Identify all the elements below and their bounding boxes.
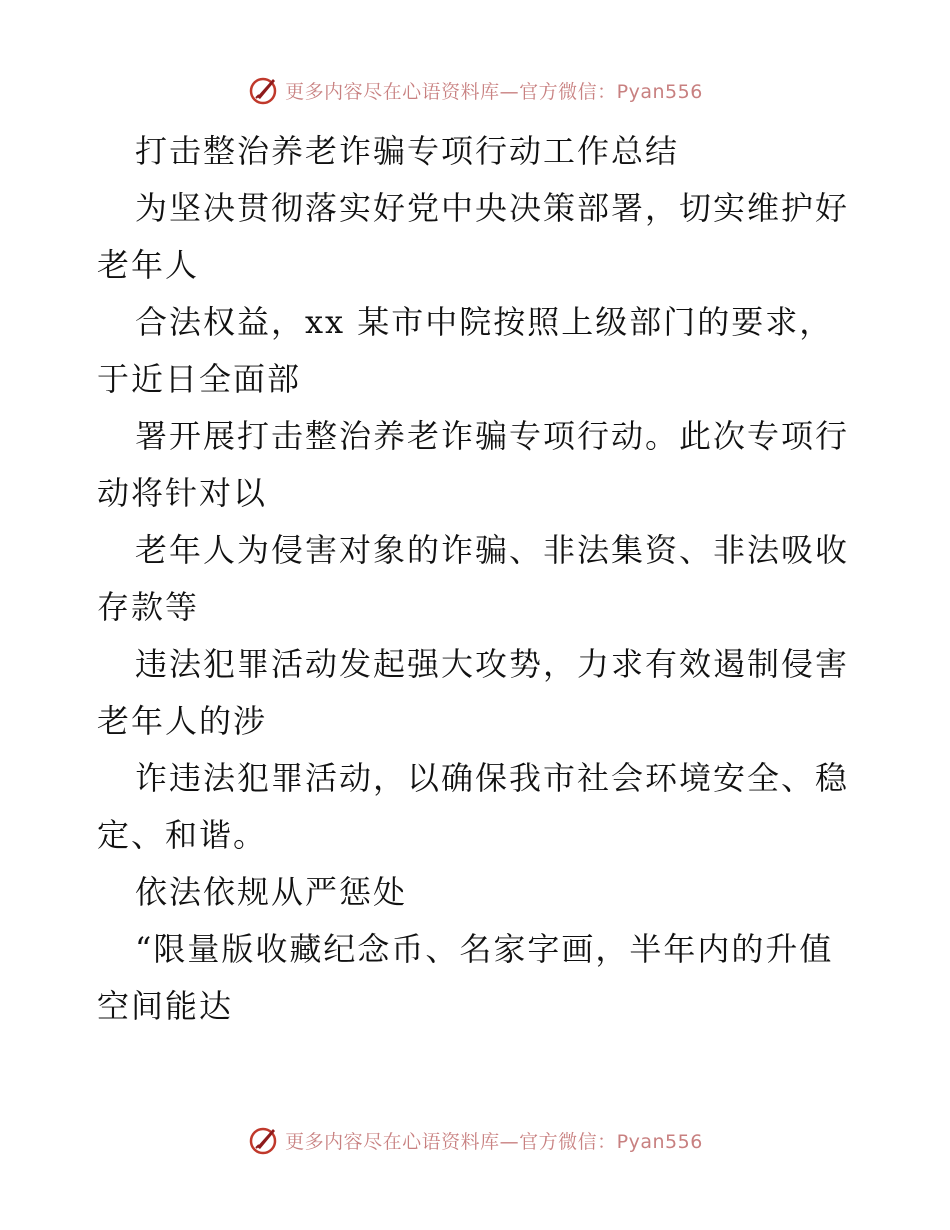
header-watermark-text: 更多内容尽在心语资料库—官方微信：Pyan556	[285, 80, 703, 103]
paragraph-line: 老年人为侵害对象的诈骗、非法集资、非法吸收	[135, 531, 850, 569]
paragraph-line: 定、和谐。	[97, 816, 268, 854]
paragraph-line: 空间能达	[97, 987, 234, 1025]
paragraph-line: 动将针对以	[97, 474, 268, 512]
paragraph-line: 署开展打击整治养老诈骗专项行动。此次专项行	[135, 417, 850, 455]
footer-watermark-banner	[0, 1120, 950, 1160]
paragraph-line: 诈违法犯罪活动，以确保我市社会环境安全、稳	[135, 759, 850, 797]
paragraph-line: 存款等	[97, 588, 200, 626]
feather-pen-circle-icon	[247, 73, 281, 107]
paragraph-line: 违法犯罪活动发起强大攻势，力求有效遏制侵害	[135, 645, 850, 683]
document-body	[97, 123, 857, 1035]
paragraph-line: 于近日全面部	[97, 360, 302, 398]
paragraph-line: 老年人	[97, 246, 200, 284]
paragraph-line: 老年人的涉	[97, 702, 268, 740]
document-title: 打击整治养老诈骗专项行动工作总结	[135, 132, 680, 170]
feather-pen-circle-icon	[247, 1123, 281, 1157]
paragraph-line: 合法权益，xx 某市中院按照上级部门的要求，	[135, 303, 834, 341]
paragraph-line: 为坚决贯彻落实好党中央决策部署，切实维护好	[135, 189, 850, 227]
section-heading: 依法依规从严惩处	[135, 873, 408, 911]
header-watermark-banner	[0, 70, 950, 110]
paragraph-line: “限量版收藏纪念币、名家字画，半年内的升值	[135, 930, 834, 968]
footer-watermark-text: 更多内容尽在心语资料库—官方微信：Pyan556	[285, 1130, 703, 1153]
